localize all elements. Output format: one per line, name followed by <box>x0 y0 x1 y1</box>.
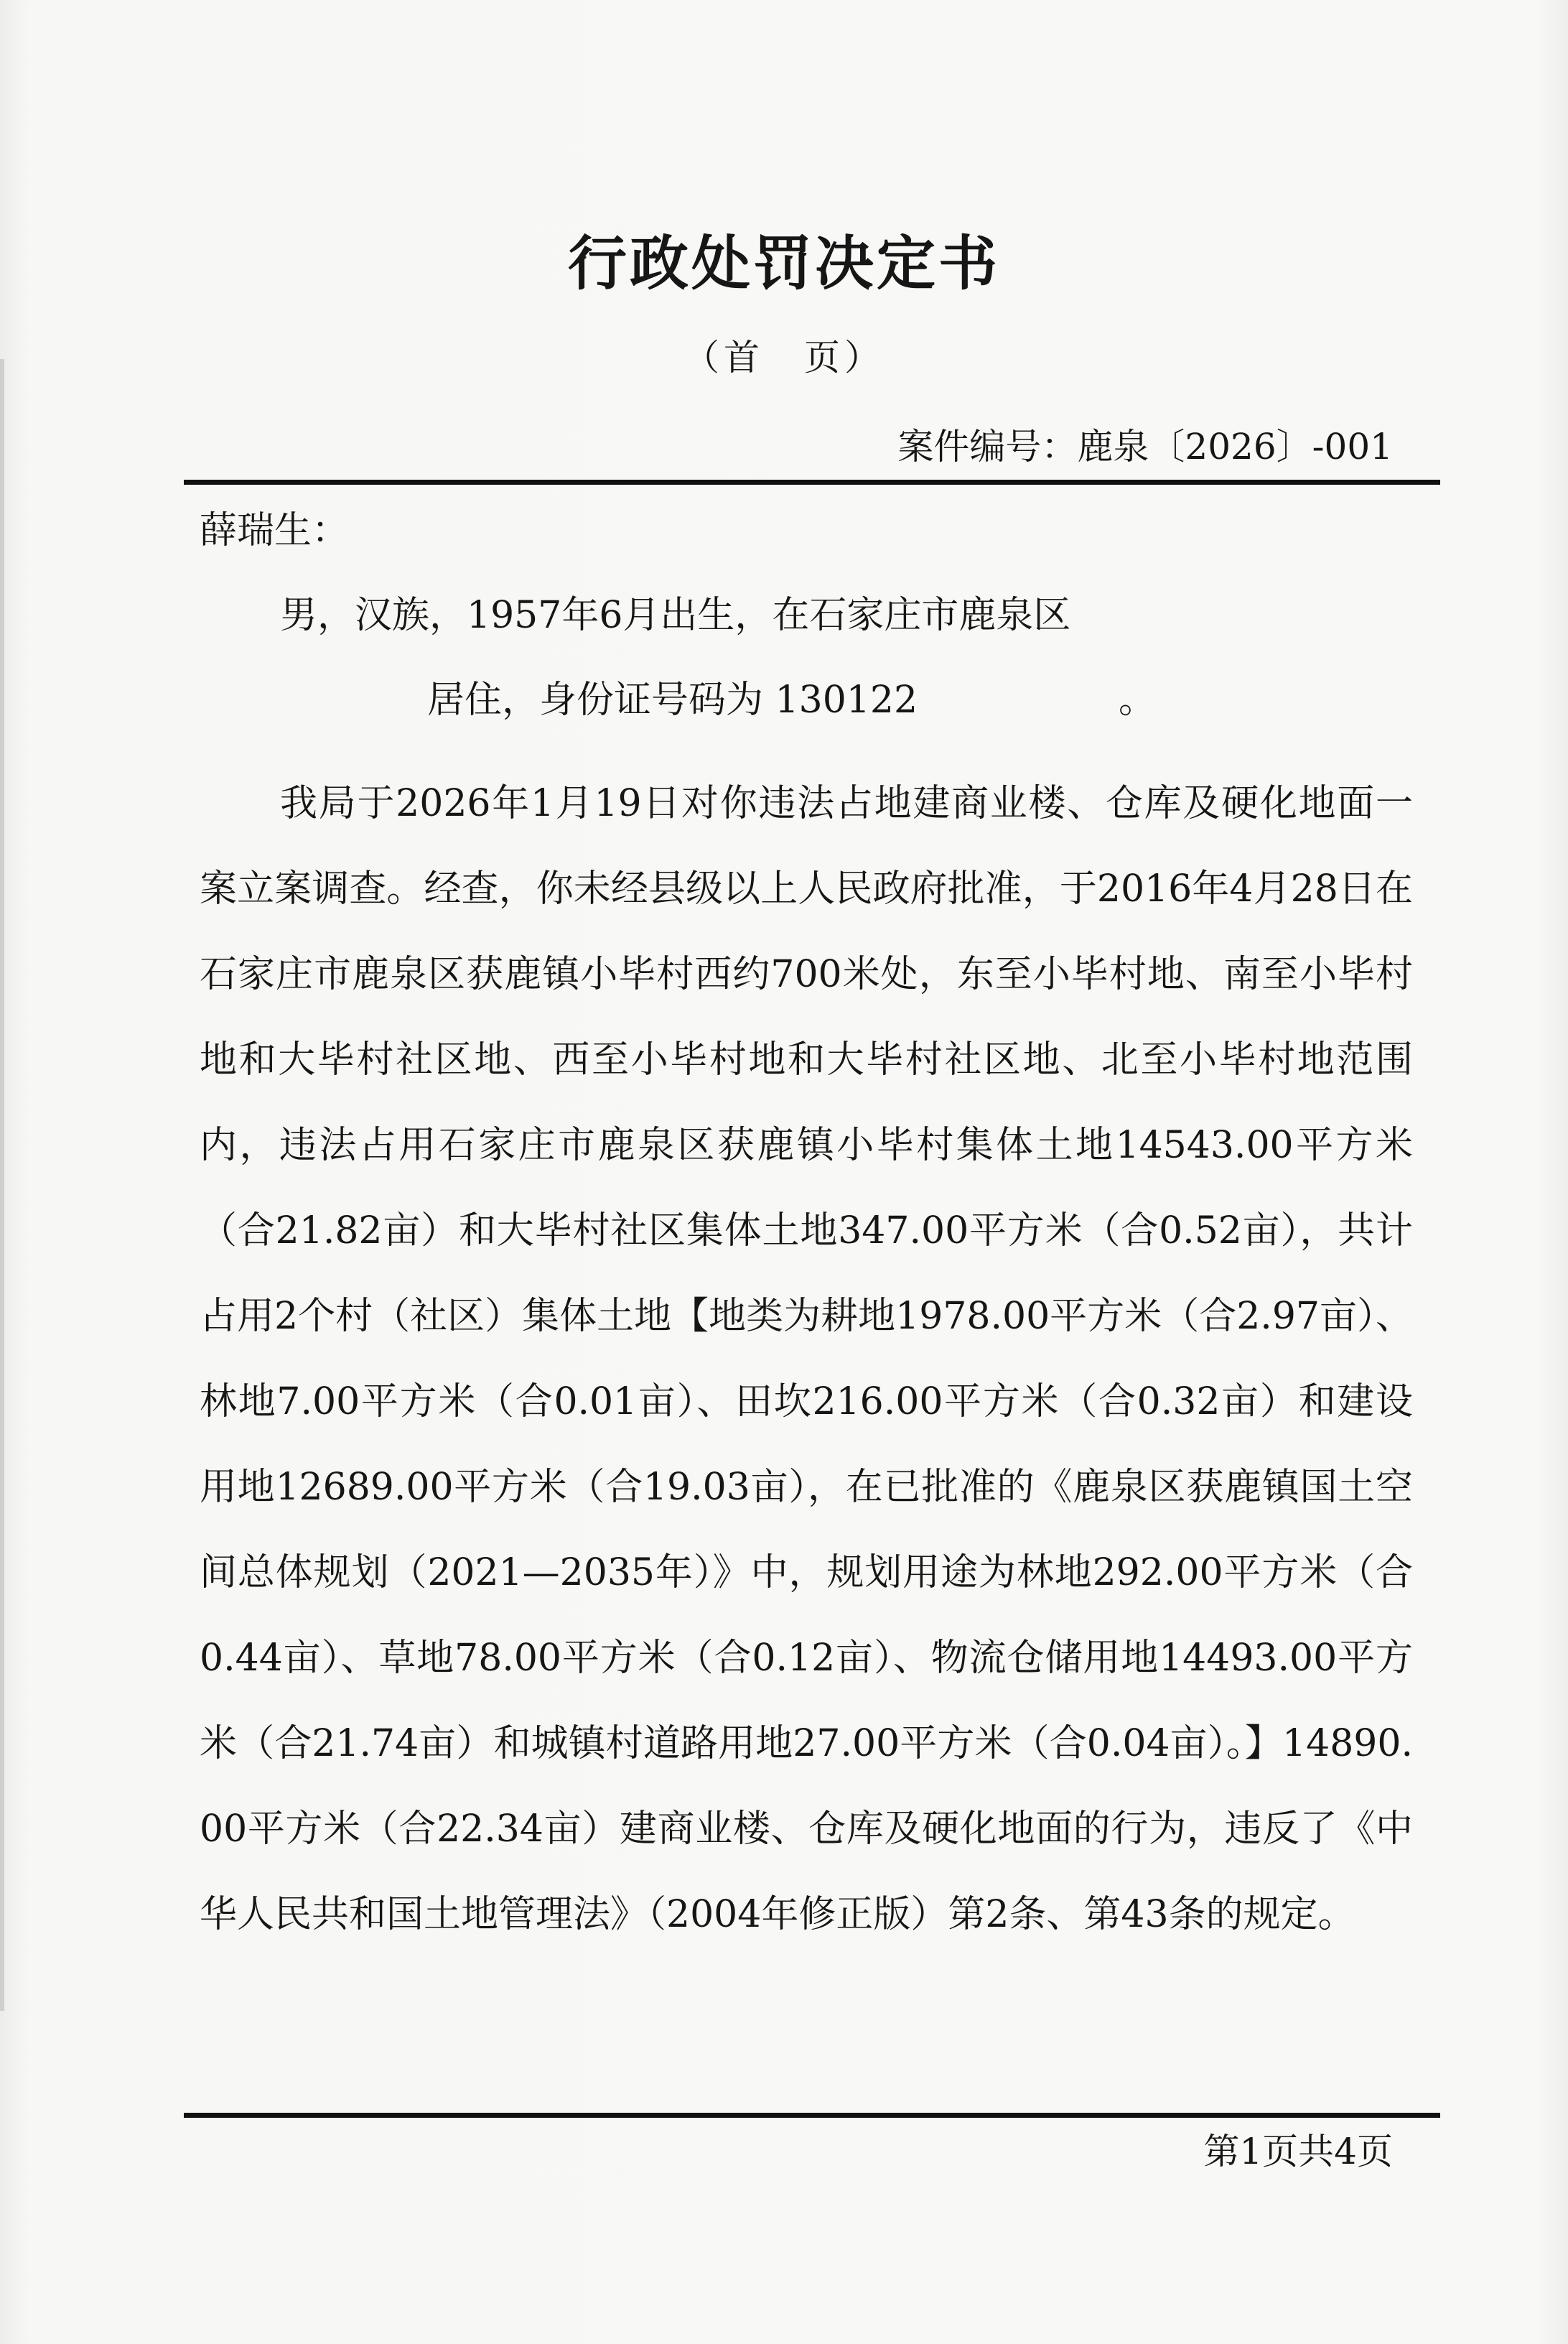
document-title: 行政处罚决定书 <box>567 229 1000 298</box>
case-number: 案件编号：鹿泉〔2026〕-001 <box>897 426 1393 468</box>
personal-info-id-text: 居住，身份证号码为 130122 <box>427 679 918 722</box>
personal-info-line-1: 男，汉族，1957年6月出生，在石家庄市鹿泉区 <box>280 594 1071 637</box>
personal-info-line-2 <box>427 678 1156 722</box>
footer-divider <box>184 2113 1440 2118</box>
body-paragraph: 我局于2026年1月19日对你违法占地建商业楼、仓库及硬化地面一案立案调查。经查，你未经县级以上人民政府批准，于2016年4月28日在石家庄市鹿泉区获鹿镇小毕村西约700米处，东至小毕村地、南至小毕村地和大毕村社区地、西至小毕村地和大毕村社区地、北至小毕村地范围内，违法占用石家庄市鹿泉区获鹿镇小毕村集体土地14543.00平方米（合21.82亩）和大毕村社区集体土地347.00平方米（合0.52亩），共计占用2个村（社区）集体土地【地类为耕地1978.00平方米（合2.97亩）、林地7.00平方米（合0.01亩）、田坎216.00平方米（合0.32亩）和建设用地12689.00平方米（合19.03亩），在已批准的《鹿泉区获鹿镇国土空间总体规划（2021—2035年）》中，规划用途为林地292.00平方米（合0.44亩）、草地78.00平方米（合0.12亩）、物流仓储用地14493.00平方米（合21.74亩）和城镇村道路用地27.00平方米（合0.04亩）。】14890.00平方米（合22.34亩）建商业楼、仓库及硬化地面的行为，违反了《中华人民共和国土地管理法》（2004年修正版）第2条、第43条的规定。 <box>200 782 1413 1936</box>
page-number: 第1页共4页 <box>1203 2131 1393 2172</box>
personal-info-end-mark: 。 <box>1119 679 1157 722</box>
scan-edge-shadow <box>0 359 4 2011</box>
header-divider <box>184 480 1440 485</box>
document-subtitle: （首 页） <box>683 337 885 378</box>
recipient-name: 薛瑞生： <box>200 509 350 552</box>
